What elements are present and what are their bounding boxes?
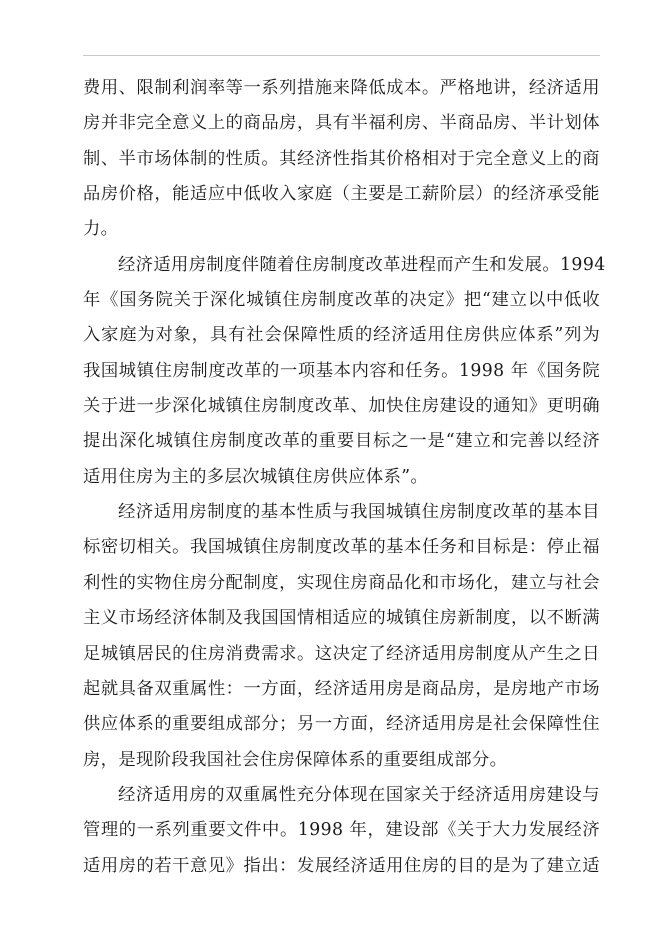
text-line: 适用房的若干意见》指出：发展经济适用住房的目的是为了建立适 [83,855,600,876]
text-line: 主义市场经济体制及我国国情相适应的城镇住房新制度，以不断满 [83,608,600,629]
text-line: 管理的一系列重要文件中。1998 年，建设部《关于大力发展经济 [83,820,600,841]
text-line: 入家庭为对象，具有社会保障性质的经济适用住房供应体系”列为 [83,325,600,346]
text-line: 提出深化城镇住房制度改革的重要目标之一是“建立和完善以经济 [83,431,600,452]
text-line: 年《国务院关于深化城镇住房制度改革的决定》把“建立以中低收 [83,290,600,311]
text-line: 费用、限制利润率等一系列措施来降低成本。严格地讲，经济适用 [83,78,600,98]
text-line: 利性的实物住房分配制度，实现住房商品化和市场化，建立与社会 [83,572,600,593]
text-line: 足城镇居民的住房消费需求。这决定了经济适用房制度从产生之日 [83,643,600,664]
text-line: 房，是现阶段我国社会住房保障体系的重要组成部分。 [83,749,508,770]
text-line: 供应体系的重要组成部分；另一方面，经济适用房是社会保障性住 [83,714,600,735]
text-line: 标密切相关。我国城镇住房制度改革的基本任务和目标是：停止福 [83,537,600,558]
header-rule [83,55,600,56]
text-line: 关于进一步深化城镇住房制度改革、加快住房建设的通知》更明确 [83,396,600,417]
text-line: 适用住房为主的多层次城镇住房供应体系”。 [83,466,429,487]
text-line: 起就具备双重属性：一方面，经济适用房是商品房，是房地产市场 [83,678,600,699]
body-text [83,71,606,884]
text-line: 我国城镇住房制度改革的一项基本内容和任务。1998 年《国务院 [83,360,600,381]
text-line: 经济适用房制度的基本性质与我国城镇住房制度改革的基本目 [118,502,600,523]
text-line: 房并非完全意义上的商品房，具有半福利房、半商品房、半计划体 [83,113,600,134]
text-line: 力。 [83,219,119,240]
text-line: 品房价格，能适应中低收入家庭（主要是工薪阶层）的经济承受能 [83,184,600,205]
text-line: 制、半市场体制的性质。其经济性指其价格相对于完全意义上的商 [83,148,600,169]
text-line: 经济适用房制度伴随着住房制度改革进程而产生和发展。1994 [118,254,606,275]
text-line: 经济适用房的双重属性充分体现在国家关于经济适用房建设与 [118,784,600,805]
